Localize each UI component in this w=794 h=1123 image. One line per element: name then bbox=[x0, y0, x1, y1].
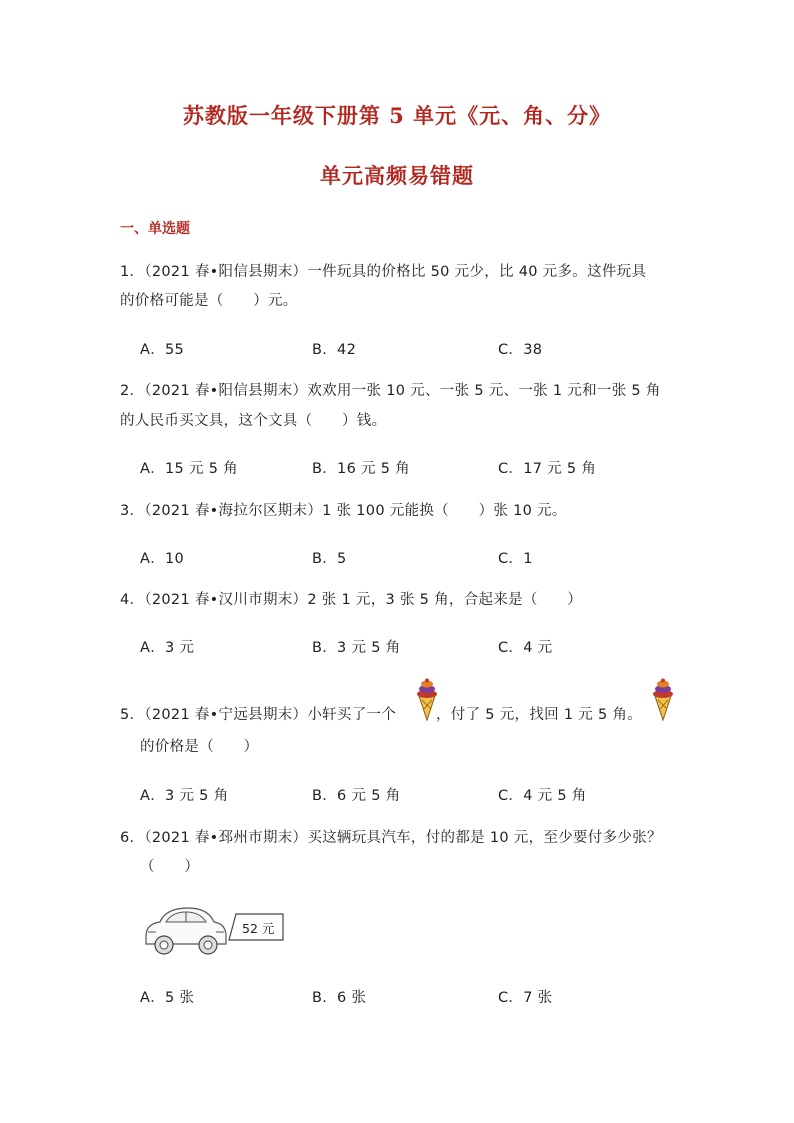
question-2-line-1: 2．（2021 春•阳信县期末）欢欢用一张 10 元、一张 5 元、一张 1 元和一张 5 角 bbox=[120, 383, 661, 399]
ice-cream-icon bbox=[650, 678, 676, 726]
document-subtitle: 单元高频易错题 bbox=[320, 163, 474, 188]
question-6-line-1: 6．（2021 春•邳州市期末）买这辆玩具汽车，付的都是 10 元，至少要付多少张？ bbox=[120, 830, 662, 846]
question-4-option-a: A．3 元 bbox=[140, 640, 195, 656]
question-5-line-1a: 5．（2021 春•宁远县期末）小轩买了一个 bbox=[120, 707, 397, 723]
price-tag-text: 52 元 bbox=[242, 921, 275, 936]
section-heading: 一、单选题 bbox=[120, 221, 190, 237]
question-4-line-1: 4．（2021 春•汉川市期末）2 张 1 元，3 张 5 角，合起来是（ ） bbox=[120, 592, 583, 608]
question-6-option-c: C．7 张 bbox=[498, 990, 553, 1006]
question-3-option-a: A．10 bbox=[140, 551, 185, 567]
question-5-line-1b: ，付了 5 元，找回 1 元 5 角。 bbox=[436, 707, 643, 723]
question-3-line-1: 3．（2021 春•海拉尔区期末）1 张 100 元能换（ ）张 10 元。 bbox=[120, 503, 567, 519]
question-5-line-2: 的价格是（ ） bbox=[140, 739, 259, 755]
question-4-option-b: B．3 元 5 角 bbox=[312, 640, 401, 656]
question-5-option-a: A．3 元 5 角 bbox=[140, 788, 229, 804]
question-1-option-b: B．42 bbox=[312, 342, 357, 358]
question-5-option-b: B．6 元 5 角 bbox=[312, 788, 401, 804]
question-2-option-a: A．15 元 5 角 bbox=[140, 461, 238, 477]
question-1-line-1: 1．（2021 春•阳信县期末）一件玩具的价格比 50 元少，比 40 元多。这件玩具 bbox=[120, 264, 647, 280]
question-2-option-c: C．17 元 5 角 bbox=[498, 461, 597, 477]
question-1-line-2: 的价格可能是（ ）元。 bbox=[120, 293, 298, 309]
toy-car-icon bbox=[140, 900, 230, 962]
question-5-option-c: C．4 元 5 角 bbox=[498, 788, 587, 804]
question-3-option-b: B．5 bbox=[312, 551, 347, 567]
question-4-option-c: C．4 元 bbox=[498, 640, 553, 656]
question-1-option-c: C．38 bbox=[498, 342, 543, 358]
question-6-option-b: B．6 张 bbox=[312, 990, 367, 1006]
document-title: 苏教版一年级下册第 5 单元《元、角、分》 bbox=[182, 103, 612, 128]
question-1-option-a: A．55 bbox=[140, 342, 185, 358]
question-2-option-b: B．16 元 5 角 bbox=[312, 461, 410, 477]
question-6-option-a: A．5 张 bbox=[140, 990, 195, 1006]
question-2-line-2: 的人民币买文具，这个文具（ ）钱。 bbox=[120, 413, 387, 429]
question-3-option-c: C．1 bbox=[498, 551, 533, 567]
question-6-line-2: （ ） bbox=[140, 859, 200, 875]
